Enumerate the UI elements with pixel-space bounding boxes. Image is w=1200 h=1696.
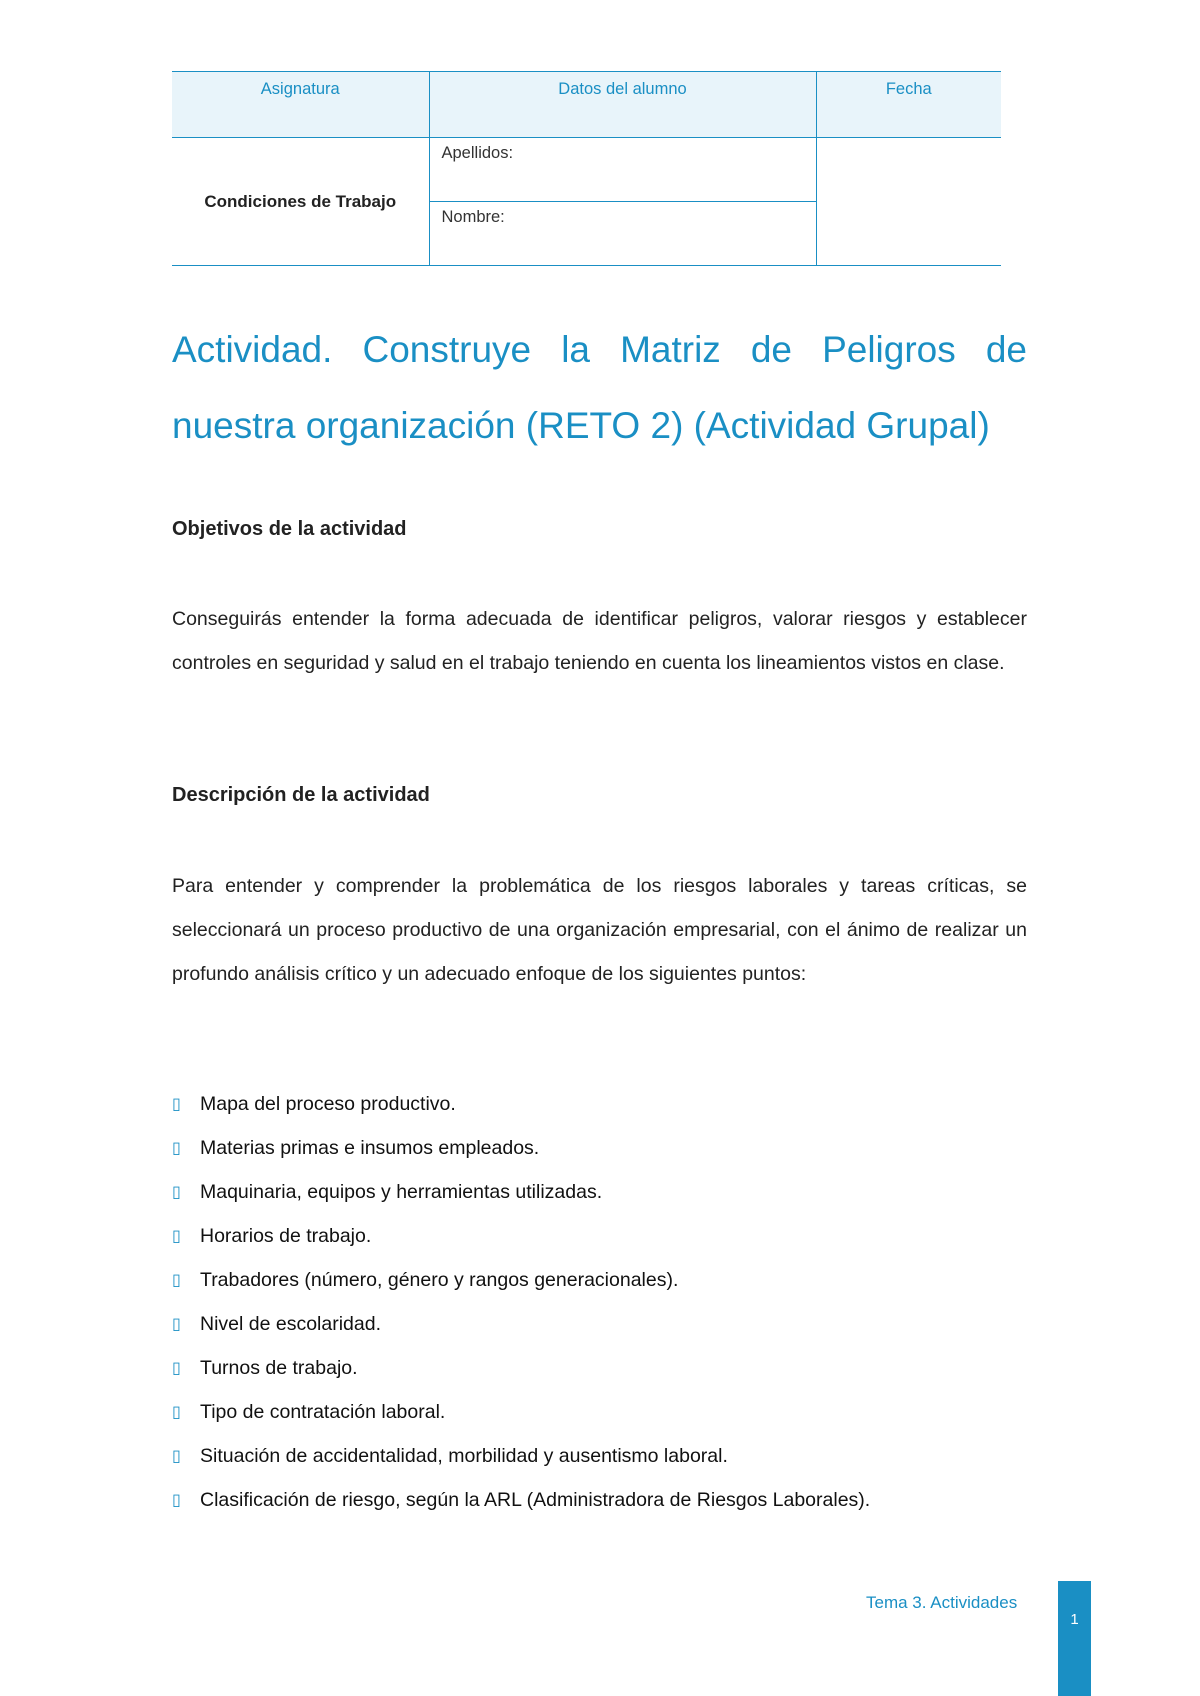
page-number-box [1058, 1581, 1091, 1696]
title-word: Matriz [620, 329, 721, 370]
list-item [172, 1302, 870, 1346]
description-heading: Descripción de la actividad [172, 784, 430, 806]
list-item [172, 1082, 870, 1126]
footer-topic: Tema 3. Actividades [866, 1593, 1018, 1612]
date-column-header: Fecha [816, 72, 1001, 138]
objectives-paragraph: Conseguirás entender la forma adecuada de identificar peligros, valorar riesgos y establecer controles en seguridad y salud en el trabajo teniendo en cuenta los lineamientos vistos en clase. [172, 608, 1027, 674]
list-item [172, 1170, 870, 1214]
list-item [172, 1478, 870, 1522]
list-item-text: Tipo de contratación laboral. [200, 1400, 446, 1423]
objectives-heading: Objetivos de la actividad [172, 518, 407, 540]
description-paragraph: Para entender y comprender la problemática de los riesgos laborales y tareas críticas, se seleccionará un proceso productivo de una organización empresarial, con el ánimo de realizar un profundo análisis crítico y un adecuado enfoque de los siguientes puntos: [172, 875, 1027, 985]
bullet-marker-icon: ▯ [172, 1316, 181, 1333]
bullet-marker-icon: ▯ [172, 1492, 181, 1509]
bullet-marker-icon: ▯ [172, 1228, 181, 1245]
list-item-text: Horarios de trabajo. [200, 1224, 372, 1247]
bullet-marker-icon: ▯ [172, 1140, 181, 1157]
table-row [172, 138, 1001, 202]
list-item-text: Mapa del proceso productivo. [200, 1092, 456, 1115]
page-number: 1 [1070, 1611, 1079, 1628]
list-item-text: Maquinaria, equipos y herramientas utilizadas. [200, 1180, 603, 1203]
title-word: Peligros [822, 329, 956, 370]
student-data-table [172, 71, 1001, 266]
title-line-1 [172, 312, 1027, 388]
list-item [172, 1346, 870, 1390]
student-column-header: Datos del alumno [429, 72, 816, 138]
bullet-marker-icon: ▯ [172, 1184, 181, 1201]
list-item-text: Nivel de escolaridad. [200, 1312, 382, 1335]
title-word: la [561, 329, 590, 370]
bullet-marker-icon: ▯ [172, 1096, 181, 1113]
list-item-text: Situación de accidentalidad, morbilidad y ausentismo laboral. [200, 1444, 728, 1467]
title-word: Actividad. [172, 329, 333, 370]
date-field [816, 138, 1001, 266]
title-word: Construye [362, 329, 532, 370]
bullet-marker-icon: ▯ [172, 1448, 181, 1465]
bullet-list [172, 1082, 870, 1522]
list-item [172, 1390, 870, 1434]
list-item-text: Clasificación de riesgo, según la ARL (Administradora de Riesgos Laborales). [200, 1488, 871, 1511]
list-item-text: Trabadores (número, género y rangos generacionales). [200, 1268, 679, 1291]
list-item [172, 1126, 870, 1170]
list-item-text: Turnos de trabajo. [200, 1356, 358, 1379]
title-line-2: nuestra organización (RETO 2) (Actividad Grupal) [172, 405, 990, 446]
bullet-marker-icon: ▯ [172, 1272, 181, 1289]
bullet-marker-icon: ▯ [172, 1404, 181, 1421]
surname-field: Apellidos: [429, 138, 816, 202]
list-item-text: Materias primas e insumos empleados. [200, 1136, 540, 1159]
list-item [172, 1214, 870, 1258]
page-title [172, 312, 1027, 464]
title-word: de [750, 329, 793, 370]
bullet-marker-icon: ▯ [172, 1360, 181, 1377]
list-item [172, 1258, 870, 1302]
name-field: Nombre: [429, 202, 816, 266]
subject-value: Condiciones de Trabajo [172, 138, 429, 266]
title-word: de [985, 329, 1027, 370]
list-item [172, 1434, 870, 1478]
table-header-row [172, 72, 1001, 138]
subject-column-header: Asignatura [172, 72, 429, 138]
